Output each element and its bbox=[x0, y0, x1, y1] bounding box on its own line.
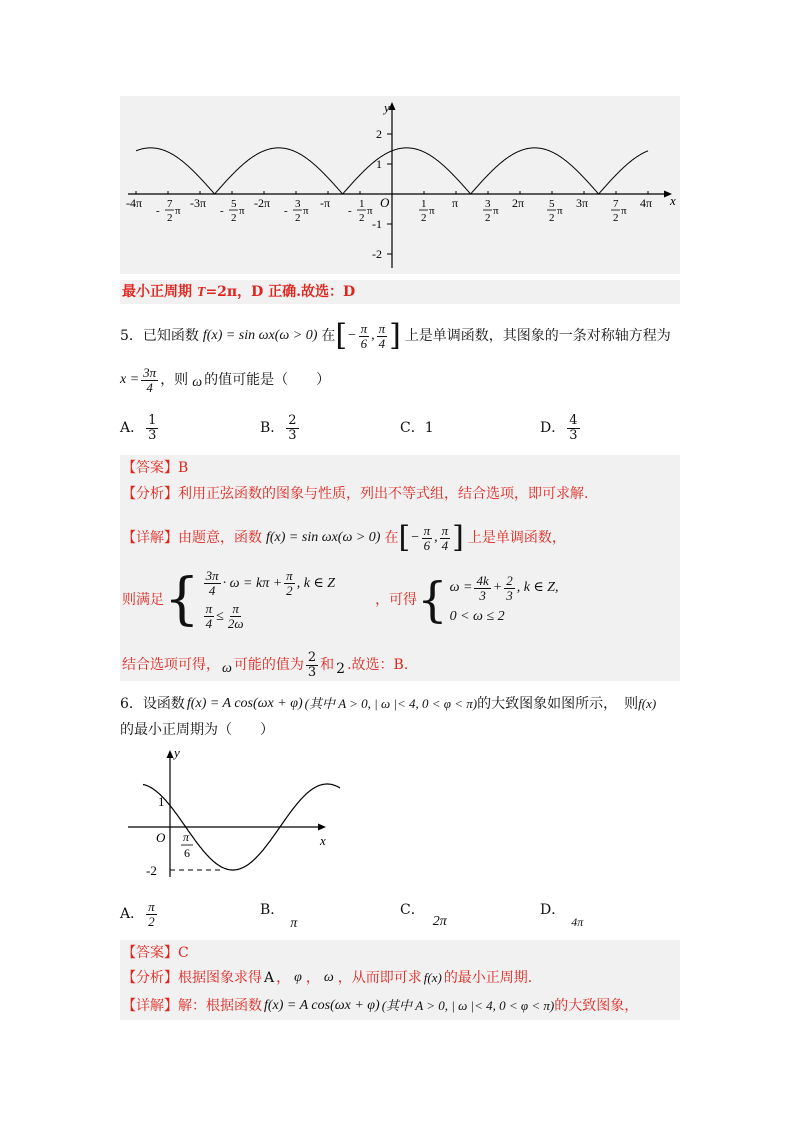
graph1-x-tick-2pi: 2π bbox=[512, 196, 525, 210]
graph2-y-arrow bbox=[167, 750, 174, 758]
q5-option-c[interactable]: C． 1 bbox=[400, 420, 434, 436]
graph1-x-tick-pi: π bbox=[452, 196, 459, 210]
svg-text:2: 2 bbox=[167, 212, 173, 224]
q5-option-a[interactable]: A． $\frac{1}{3}$ bbox=[120, 412, 157, 443]
q6-option-a[interactable]: A． $\frac{\pi}{2}$ bbox=[120, 898, 155, 929]
svg-text:2: 2 bbox=[231, 212, 237, 224]
graph2-tick-m2: -2 bbox=[146, 863, 157, 878]
q5-option-b[interactable]: B． $\frac{2}{3}$ bbox=[260, 412, 297, 443]
q6-stem-line2: 的最小正周期为（ ） bbox=[120, 722, 274, 738]
svg-text:π: π bbox=[175, 205, 181, 217]
q6-detail: 【详解】 解：根据函数 f(x) = A cos(ωx + φ) (其中 A > 0, | ω |< 4, 0 < φ < π) 的大致图象， bbox=[122, 998, 639, 1014]
graph2 bbox=[120, 745, 340, 880]
graph1-x-tick-mpi: -π bbox=[320, 196, 331, 210]
q6-analysis: 【分析】 根据图象求得 A ， φ ， ω ，从而即可求 f(x) 的最小正周期. bbox=[122, 970, 533, 986]
svg-text:π: π bbox=[183, 830, 190, 844]
svg-text:1: 1 bbox=[421, 198, 427, 210]
graph1-x-tick-7half bbox=[611, 198, 627, 224]
q5-detail-system: 则满足 { $\frac{3\pi}{4}$ · ω = kπ + $\frac{\pi}{2}$ , k ∈ Z $\frac{\pi}{4}$ ≤ $\frac{\pi}{2\omega}$ ，可得 { ω = $\frac{4k}{3}$ + $\frac{2}{3}$ , k ∈ Z, 0 < ω ≤ 2 bbox=[122, 567, 559, 632]
q5-answer: 【答案】B bbox=[122, 460, 189, 476]
svg-text:5: 5 bbox=[231, 198, 237, 210]
svg-text:2: 2 bbox=[549, 212, 555, 224]
svg-text:-: - bbox=[284, 205, 288, 217]
q5-stem-line1: 5． 已知函数 f(x) = sin ωx(ω > 0) 在 [ − $\frac{\pi}{6}$ , $\frac{\pi}{4}$ ] 上是单调函数，其图象的一条对称轴方程为 bbox=[120, 318, 671, 353]
svg-text:-: - bbox=[220, 205, 224, 217]
graph1-y-tick-1: 1 bbox=[376, 157, 382, 171]
graph2-y-label: y bbox=[174, 745, 180, 760]
graph2-x-arrow bbox=[318, 824, 326, 831]
svg-text:7: 7 bbox=[613, 198, 619, 210]
graph2-x-label: x bbox=[320, 833, 326, 848]
svg-text:1: 1 bbox=[359, 198, 365, 210]
svg-text:2: 2 bbox=[485, 212, 491, 224]
q6-option-d[interactable]: D． 4π bbox=[540, 902, 584, 929]
svg-text:3: 3 bbox=[295, 198, 301, 210]
graph1 bbox=[120, 96, 680, 274]
svg-text:2: 2 bbox=[295, 212, 301, 224]
graph1-x-tick-m3pi: -3π bbox=[190, 196, 207, 210]
q6-stem-line1: 6． 设函数 f(x) = A cos(ωx + φ) (其中 A > 0, | ω |< 4, 0 < φ < π) 的大致图象如图所示， 则 f(x) bbox=[120, 696, 657, 712]
graph1-x-tick-5half bbox=[547, 198, 563, 224]
svg-text:π: π bbox=[429, 205, 435, 217]
svg-text:π: π bbox=[303, 205, 309, 217]
svg-text:2: 2 bbox=[421, 212, 427, 224]
q5-final: 结合选项可得， ω 可能的值为 $\frac{2}{3}$ 和 2 .故选：B. bbox=[122, 649, 409, 680]
graph1-x-tick-3half bbox=[483, 198, 499, 224]
svg-text:5: 5 bbox=[549, 198, 555, 210]
svg-text:π: π bbox=[557, 205, 563, 217]
q5-analysis: 【分析】利用正弦函数的图象与性质，列出不等式组，结合选项，即可求解. bbox=[122, 486, 589, 502]
q4-conclusion: 最小正周期 T=2π，D 正确.故选：D bbox=[120, 280, 680, 304]
svg-text:π: π bbox=[621, 205, 627, 217]
graph1-x-tick-1half bbox=[419, 198, 435, 224]
svg-text:7: 7 bbox=[167, 198, 173, 210]
graph1-x-tick-m5half bbox=[220, 198, 245, 224]
graph1-x-tick-m7half bbox=[156, 198, 181, 224]
graph1-y-tick-2: 2 bbox=[376, 127, 382, 141]
q6-option-c[interactable]: C． 2π bbox=[400, 902, 447, 929]
graph1-origin: O bbox=[380, 195, 390, 210]
svg-text:-: - bbox=[156, 205, 160, 217]
graph1-y-tick-m2: -2 bbox=[372, 247, 382, 261]
graph2-tick-1: 1 bbox=[158, 794, 165, 809]
q6-option-b[interactable]: B． π bbox=[260, 902, 298, 931]
svg-text:π: π bbox=[239, 205, 245, 217]
graph1-y-tick-m1: -1 bbox=[372, 217, 382, 231]
svg-text:π: π bbox=[367, 205, 373, 217]
q5-detail-line1: 【详解】 由题意，函数 f(x) = sin ωx(ω > 0) 在 [ − $\frac{\pi}{6}$ , $\frac{\pi}{4}$ ] 上是单调函数， bbox=[122, 520, 566, 555]
graph1-x-tick-m4pi: -4π bbox=[126, 196, 143, 210]
svg-text:2: 2 bbox=[613, 212, 619, 224]
svg-text:3: 3 bbox=[485, 198, 491, 210]
q5-option-d[interactable]: D． $\frac{4}{3}$ bbox=[540, 412, 578, 443]
svg-text:-: - bbox=[348, 205, 352, 217]
svg-text:π: π bbox=[493, 205, 499, 217]
svg-text:6: 6 bbox=[184, 846, 190, 860]
graph1-x-label: x bbox=[670, 193, 676, 208]
q6-answer: 【答案】C bbox=[122, 945, 189, 961]
graph1-x-tick-m1half bbox=[348, 198, 373, 224]
graph1-x-tick-4pi: 4π bbox=[640, 196, 653, 210]
graph1-x-tick-m3half bbox=[284, 198, 309, 224]
svg-text:2: 2 bbox=[359, 212, 365, 224]
graph1-x-tick-3pi: 3π bbox=[576, 196, 589, 210]
graph2-origin: O bbox=[156, 830, 166, 845]
graph1-x-tick-m2pi: -2π bbox=[254, 196, 271, 210]
graph1-y-label: y bbox=[384, 100, 390, 115]
q5-stem-line2: x = $\frac{3\pi}{4}$ ，则 ω 的值可能是（ ） bbox=[120, 364, 331, 395]
